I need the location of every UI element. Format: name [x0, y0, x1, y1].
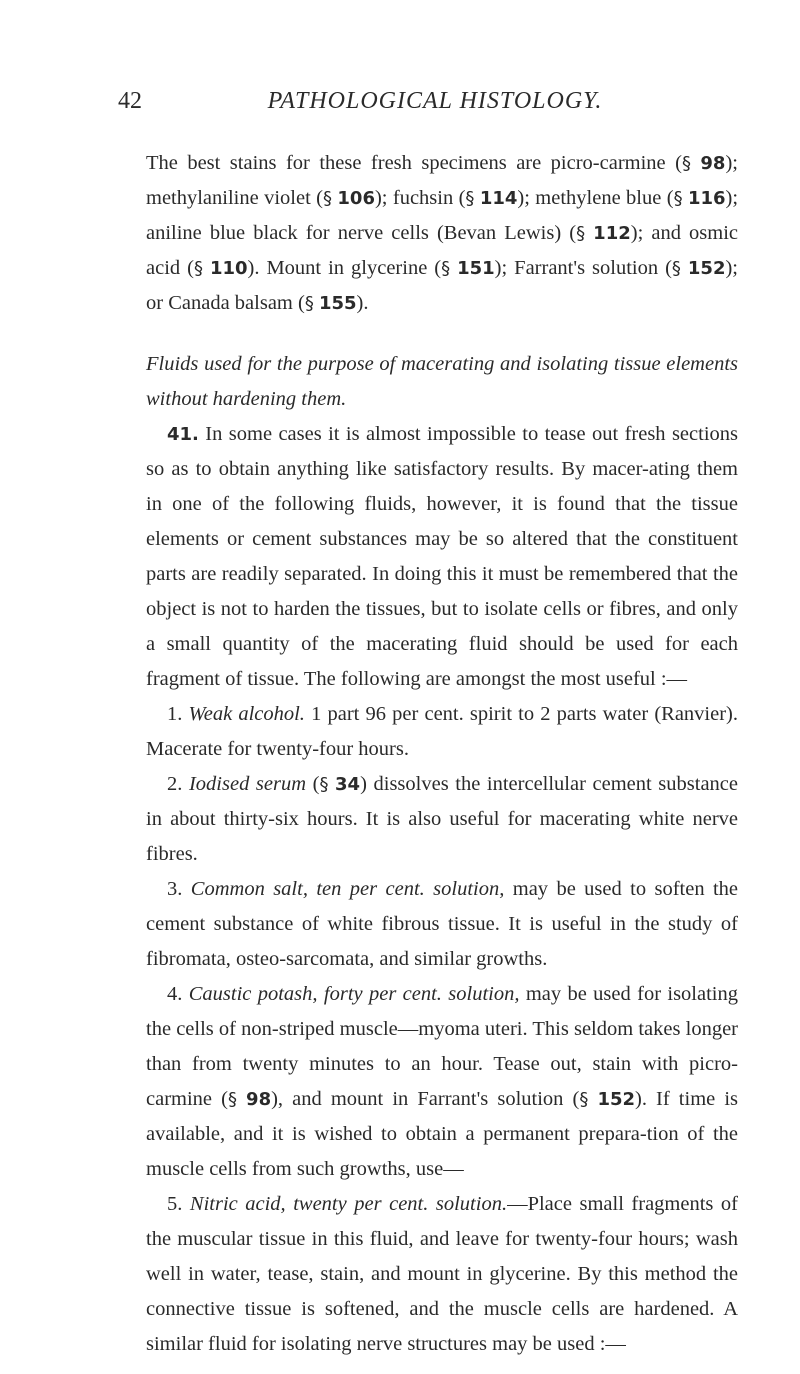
- item-number: 4.: [167, 983, 183, 1005]
- stains-paragraph: [146, 146, 738, 321]
- stains-text: ); fuchsin (: [374, 187, 466, 209]
- page-number: 42: [118, 88, 142, 114]
- list-item: [146, 977, 738, 1187]
- section-symbol: §: [193, 258, 203, 279]
- section-symbol: §: [441, 258, 451, 279]
- item-text: may be used for isolating the cells of non-striped muscle—myoma uteri. This seldom takes longer than from twenty minutes to an hour. Tease out, stain with picro-carmine (: [146, 983, 738, 1110]
- section-symbol: §: [681, 153, 691, 174]
- section-symbol: §: [323, 188, 332, 209]
- section-symbol: §: [227, 1089, 237, 1110]
- section-symbol: §: [673, 188, 683, 209]
- section-symbol: §: [465, 188, 475, 209]
- item-title: Caustic potash, forty per cent. solution,: [188, 983, 520, 1005]
- section-ref: 155: [318, 293, 357, 314]
- section-ref: 98: [246, 1089, 272, 1110]
- item-text: 1 part 96 per cent. spirit to 2 parts water (Ranvier). Macerate for twenty-four hours.: [146, 703, 738, 760]
- item-number: 1.: [167, 703, 183, 725]
- section-ref: 151: [457, 258, 495, 279]
- item-title: Nitric acid, twenty per cent. solution.: [189, 1193, 508, 1215]
- list-item: [146, 697, 738, 767]
- item-text: —Place small fragments of the muscular tissue in this fluid, and leave for twenty-four hours; wash well in water, tease, stain, and mount in glycerine. By this method the connective tissue is softened, and the muscle cells are hardened. A similar fluid for isolating nerve structures may be used :—: [146, 1193, 738, 1355]
- item-number: 5.: [167, 1193, 183, 1215]
- section-symbol: §: [304, 293, 314, 314]
- item-text: ) dissolves the intercellular cement substance in about thirty-six hours. It is also useful for macerating white nerve fibres.: [146, 773, 738, 865]
- running-title: PATHOLOGICAL HISTOLOGY.: [267, 88, 603, 114]
- stains-text: ); methylene blue (: [517, 187, 674, 209]
- section-ref: 98: [700, 153, 726, 174]
- item-title: Weak alcohol.: [188, 703, 305, 725]
- stains-text: ); aniline blue black for nerve cells (Bevan Lewis) (: [146, 187, 739, 244]
- stains-text: ); methylaniline violet (: [146, 152, 738, 209]
- page-header: [118, 84, 738, 118]
- item-text: ), and mount in Farrant's solution (: [271, 1088, 580, 1110]
- section-ref: 106: [337, 188, 375, 209]
- section-ref: 116: [687, 188, 726, 209]
- stains-text: The best stains for these fresh specimens are picro-carmine (: [146, 152, 682, 174]
- stains-text: ); or Canada balsam (: [146, 257, 738, 314]
- section-symbol: §: [319, 774, 329, 795]
- item-number: 2.: [167, 773, 183, 795]
- item-number: 3.: [167, 878, 183, 900]
- section-ref: 112: [593, 223, 631, 244]
- section-symbol: §: [576, 223, 586, 244]
- item-title: Iodised serum: [188, 773, 307, 795]
- section-subheading: Fluids used for the purpose of macerating and isolating tissue elements without hardening them.: [146, 353, 738, 410]
- paragraph-41: [146, 417, 738, 697]
- item-text: may be used to soften the cement substance of white fibrous tissue. It is useful in the study of fibromata, osteo-sarcomata, and similar growths.: [146, 878, 739, 970]
- stains-text: ).: [356, 292, 369, 314]
- stains-text: ); Farrant's solution (: [494, 257, 672, 279]
- section-ref: 152: [597, 1089, 636, 1110]
- item-text: ). If time is available, and it is wished to obtain a permanent prepara-tion of the muscle cells from such growths, use—: [146, 1088, 739, 1180]
- section-ref: 110: [209, 258, 248, 279]
- section-symbol: §: [671, 258, 681, 279]
- paragraph-number: 41.: [167, 424, 199, 445]
- item-title: Common salt, ten per cent. solution,: [190, 878, 505, 900]
- stains-text: ); and osmic acid (: [146, 222, 739, 279]
- page-body: [146, 146, 738, 1362]
- section-symbol: §: [579, 1089, 589, 1110]
- list-item: [146, 872, 738, 977]
- list-item: [146, 1187, 738, 1362]
- item-text: (: [306, 773, 320, 795]
- paragraph-text: In some cases it is almost impossible to tease out fresh sections so as to obtain anything like satisfactory results. By macer-ating them in one of the following fluids, however, it is found that the tissue elements or cement substances may be so altered that the constituent parts are readily separated. In doing this it must be remembered that the object is not to harden the tissues, but to isolate cells or fibres, and only a small quantity of the macerating fluid should be used for each fragment of tissue. The following are amongst the most useful :—: [146, 423, 738, 690]
- stains-text: ). Mount in glycerine (: [247, 257, 442, 279]
- section-ref: 34: [335, 774, 361, 795]
- section-ref: 114: [479, 188, 518, 209]
- list-item: [146, 767, 738, 872]
- section-ref: 152: [687, 258, 726, 279]
